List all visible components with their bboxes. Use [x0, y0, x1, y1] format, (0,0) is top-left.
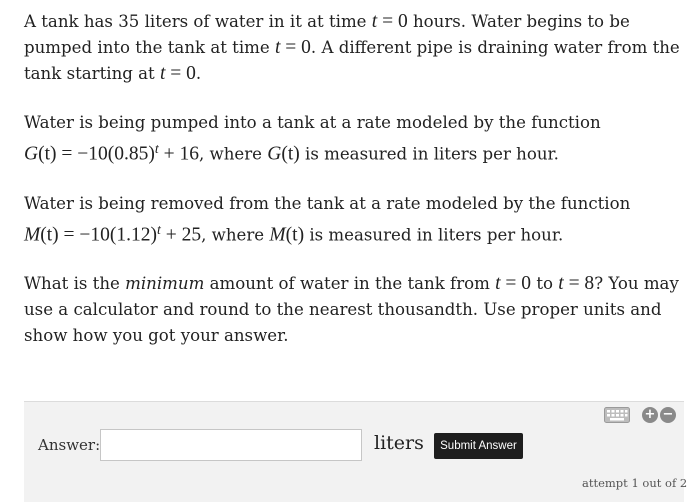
math-expression: (t) [281, 143, 300, 165]
text-segment: , where [198, 144, 268, 164]
math-exponent: t [157, 221, 161, 237]
units-label: liters [374, 432, 424, 454]
answer-panel [24, 401, 688, 502]
math-function-name: M [24, 224, 41, 246]
text-segment: is measured in liters per hour. [304, 225, 564, 245]
answer-label: Answer: [38, 436, 101, 454]
add-icon[interactable]: + [642, 407, 658, 423]
math-variable: t [495, 273, 501, 295]
math-expression: + 25 [160, 224, 202, 246]
math-function-name: G [24, 143, 39, 165]
question-text [24, 9, 688, 372]
math-expression: = 8 [563, 273, 595, 295]
question-paragraph-2 [24, 110, 688, 168]
math-variable: t [274, 37, 281, 58]
text-segment: . [195, 64, 202, 83]
text-segment: ? You may use a calculator and round to the nearest thousandth. Use proper units and show how you got your answer. [24, 274, 679, 346]
text-segment: amount of water in the tank from [204, 274, 496, 294]
text-segment: What is the [24, 274, 126, 294]
math-expression: (t) = −10(0.85) [38, 143, 155, 165]
question-paragraph-1 [24, 9, 688, 87]
math-function-name: G [267, 143, 282, 165]
question-paragraph-3 [24, 191, 688, 249]
math-variable: t [558, 273, 564, 295]
text-segment: A tank has 35 liters of water in it at time [24, 12, 372, 31]
math-expression: (t) = −10(1.12) [40, 224, 158, 246]
attempt-counter: attempt 1 out of 2 [582, 476, 688, 490]
text-segment: Water is being pumped into a tank at a rate modeled by the function [24, 113, 601, 132]
text-segment: . A different pipe is draining water from the tank starting at [24, 38, 680, 83]
remove-icon[interactable]: − [660, 407, 676, 423]
submit-answer-button[interactable]: Submit Answer [434, 433, 523, 459]
math-expression: = 0 [280, 37, 311, 58]
math-expression: = 0 [500, 273, 532, 295]
emphasis-text: minimum [125, 274, 205, 294]
text-segment: to [531, 274, 559, 294]
math-expression: = 0 [377, 11, 408, 32]
answer-input[interactable] [100, 429, 362, 461]
math-expression: (t) [285, 224, 305, 246]
math-exponent: t [154, 141, 159, 156]
text-segment: , where [201, 225, 270, 245]
math-expression: + 16 [158, 143, 199, 165]
text-segment: is measured in liters per hour. [299, 144, 559, 164]
math-expression: = 0 [165, 63, 196, 84]
question-paragraph-4 [24, 271, 688, 349]
keyboard-icon[interactable] [604, 407, 630, 423]
math-function-name: M [269, 224, 286, 246]
math-variable: t [159, 63, 166, 84]
text-segment: Water is being removed from the tank at a rate modeled by the function [24, 193, 631, 213]
math-variable: t [371, 11, 378, 32]
answer-tools [604, 406, 680, 424]
text-segment: hours. Water begins to be pumped into the tank at time [24, 12, 630, 57]
